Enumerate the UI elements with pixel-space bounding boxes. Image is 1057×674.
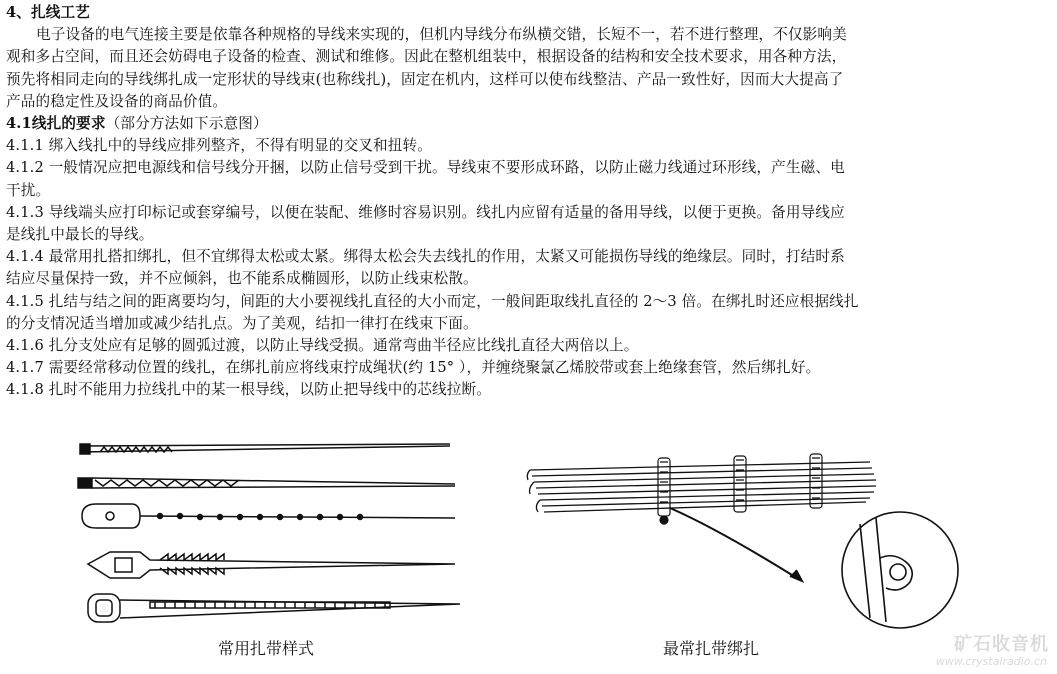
req-item-4-1-5-cont: 的分支情况适当增加或减少结扎点。为了美观，结扣一律打在线束下面。 xyxy=(6,314,478,332)
section-title: 4、扎线工艺 xyxy=(6,4,91,21)
requirements-heading-note: （部分方法如下示意图） xyxy=(105,115,268,133)
requirements-heading-title: 线扎的要求 xyxy=(31,115,106,133)
intro-line-2: 观和多占空间，而且还会妨碍电子设备的检查、测试和维修。因此在整机组装中，根据设备的结构和安全技术要求，用各种方法， xyxy=(6,48,847,66)
watermark-url: www.crystalradio.cn xyxy=(935,655,1047,668)
left-figure-caption: 常用扎带样式 xyxy=(218,639,315,658)
intro-line-1: 电子设备的电气连接主要是依靠各种规格的导线来实现的，但机内导线分布纵横交错，长短不一，若不进行整理，不仅影响美 xyxy=(36,26,847,44)
req-item-4-1-4-cont: 结应尽量保持一致，并不应倾斜，也不能系成椭圆形，以防止线束松散。 xyxy=(6,270,478,288)
right-figure-caption: 最常扎带绑扎 xyxy=(663,639,760,658)
req-item-4-1-2: 4.1.2 一般情况应把电源线和信号线分开捆，以防止信号受到干扰。导线束不要形成环路，以防止磁力线通过环形线，产生磁、电 xyxy=(6,159,845,177)
cable-tie-styles-illustration xyxy=(70,432,470,632)
req-item-4-1-6: 4.1.6 扎分支处应有足够的圆弧过渡，以防止导线受损。通常弯曲半径应比线扎直径大两倍以上。 xyxy=(6,337,639,355)
req-item-4-1-3-cont: 是线扎中最长的导线。 xyxy=(6,226,154,244)
cable-tie-braided xyxy=(78,478,455,488)
cable-tie-arrow xyxy=(88,552,455,578)
req-item-4-1-5: 4.1.5 扎结与结之间的距离要均匀，间距的大小要视线扎直径的大小而定，一般间距取线扎直径的 2～3 倍。在绑扎时还应根据线扎 xyxy=(6,292,859,310)
intro-line-4: 产品的稳定性及设备的商品价值。 xyxy=(6,92,228,110)
req-item-4-1-3: 4.1.3 导线端头应打印标记或套穿编号，以便在装配、维修时容易识别。线扎内应留有适量的备用导线，以便于更换。备用导线应 xyxy=(6,203,845,221)
cable-tie-serrated xyxy=(80,444,450,454)
requirements-heading xyxy=(6,113,1052,135)
zoom-arrow xyxy=(670,508,802,581)
cable-tie-bead-chain xyxy=(82,504,455,528)
wire-bundle-illustration xyxy=(520,440,1050,630)
requirements-heading-number: 4.1 xyxy=(6,115,32,133)
req-item-4-1-8: 4.1.8 扎时不能用力拉线扎中的某一根导线，以防止把导线中的芯线拉断。 xyxy=(6,381,492,399)
watermark-title: 矿石收音机 xyxy=(954,634,1049,655)
zoom-detail xyxy=(842,512,958,628)
wire-bundle xyxy=(527,462,876,512)
req-item-4-1-1: 4.1.1 绑入线扎中的导线应排列整齐，不得有明显的交叉和扭转。 xyxy=(6,137,433,155)
req-item-4-1-4: 4.1.4 最常用扎搭扣绑扎，但不宜绑得太松或太紧。绑得太松会失去线扎的作用，太紧又可能损伤导线的绝缘层。同时，打结时系 xyxy=(6,248,845,266)
req-item-4-1-2-cont: 干扰。 xyxy=(6,181,51,199)
document-body xyxy=(6,2,1052,402)
cable-tie-buckle xyxy=(88,594,460,622)
intro-line-3: 预先将相同走向的导线绑扎成一定形状的导线束(也称线扎)，固定在机内，这样可以使布线整洁、产品一致性好，因而大大提高了 xyxy=(6,70,844,88)
req-item-4-1-7: 4.1.7 需要经常移动位置的线扎，在绑扎前应将线束拧成绳状(约 15° ），并缠绕聚氯乙烯胶带或套上绝缘套管，然后绑扎好。 xyxy=(6,359,821,377)
